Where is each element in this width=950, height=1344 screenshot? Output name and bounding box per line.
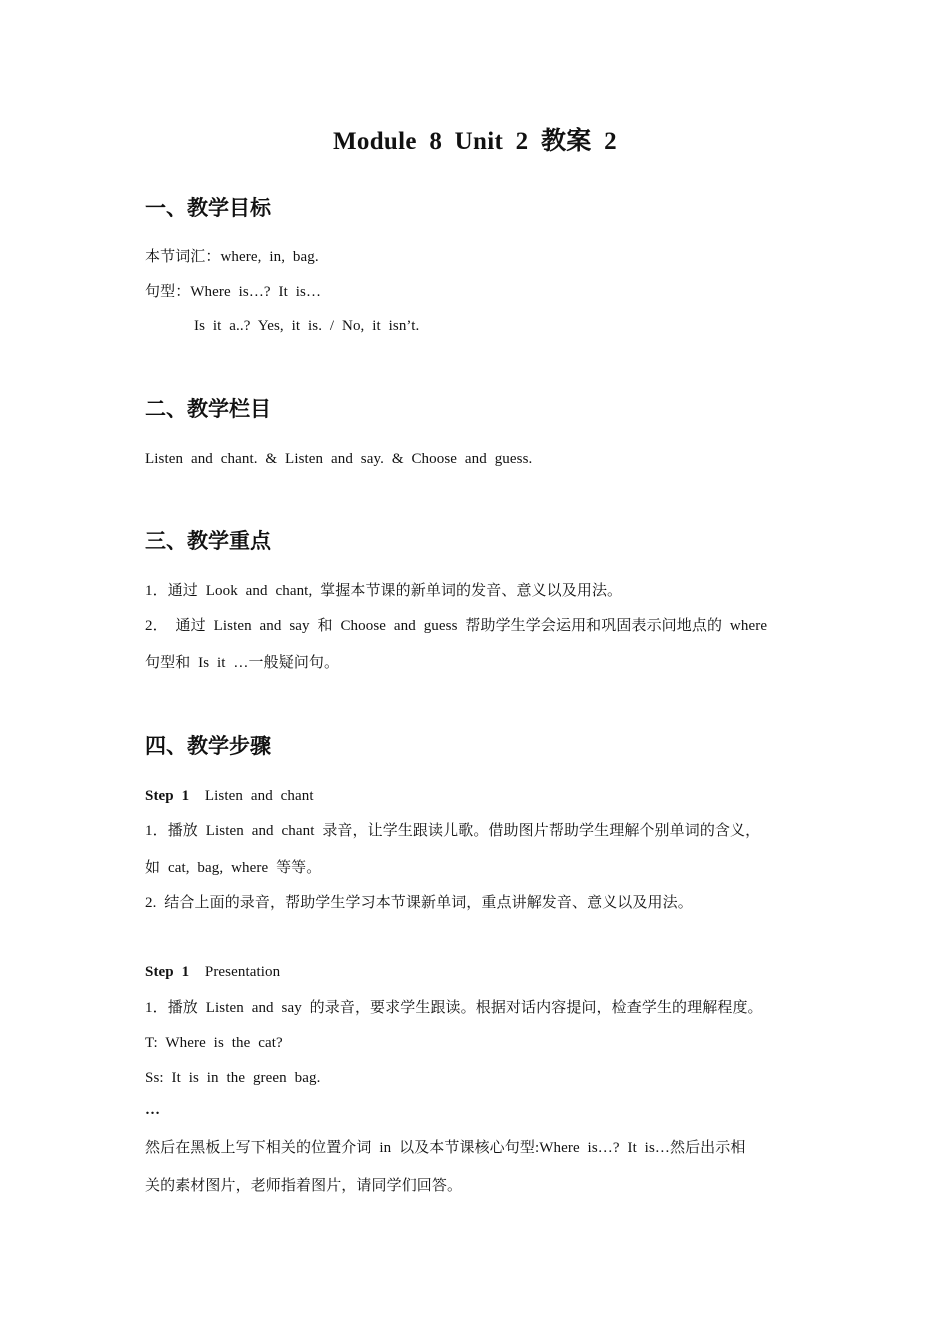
step-2-name: Presentation bbox=[204, 964, 281, 980]
step-1-label: Step 1 bbox=[145, 788, 190, 804]
document-title: Module 8 Unit 2 教案 2 bbox=[333, 128, 617, 155]
step-1-line-2: 如 cat, bag, where 等等。 bbox=[145, 860, 322, 876]
section-heading-objectives: 一、教学目标 bbox=[145, 196, 271, 220]
columns-line: Listen and chant. & Listen and say. & Choose and guess. bbox=[145, 451, 533, 467]
section-heading-steps: 四、教学步骤 bbox=[145, 734, 271, 758]
key-point-1: 1．通过 Look and chant, 掌握本节课的新单词的发音、意义以及用法。 bbox=[145, 583, 623, 599]
key-point-2: 2． 通过 Listen and say 和 Choose and guess 帮助学生学会运用和巩固表示问地点的 where bbox=[145, 618, 768, 634]
ellipsis: … bbox=[145, 1102, 161, 1118]
section-heading-columns: 二、教学栏目 bbox=[145, 397, 271, 421]
section-heading-key-points: 三、教学重点 bbox=[145, 529, 271, 553]
key-point-2-cont: 句型和 Is it …一般疑问句。 bbox=[145, 655, 340, 671]
dialogue-students: Ss: It is in the green bag. bbox=[145, 1070, 321, 1086]
step-1-name: Listen and chant bbox=[204, 788, 314, 804]
dialogue-teacher: T: Where is the cat? bbox=[145, 1035, 283, 1051]
step-1-heading bbox=[145, 785, 314, 807]
step-2-line-5: 然后在黑板上写下相关的位置介词 in 以及本节课核心句型:Where is…? It is…然后出示相 bbox=[145, 1140, 746, 1156]
sentence-pattern-line-2: Is it a..? Yes, it is. / No, it isn’t. bbox=[194, 318, 420, 334]
step-2-line-1: 1．播放 Listen and say 的录音，要求学生跟读。根据对话内容提问，检查学生的理解程度。 bbox=[145, 1000, 763, 1016]
step-2-heading bbox=[145, 961, 280, 983]
vocabulary-line: 本节词汇：where, in, bag. bbox=[145, 249, 319, 265]
sentence-pattern-line: 句型：Where is…? It is… bbox=[145, 284, 322, 300]
step-1-line-3: 2. 结合上面的录音，帮助学生学习本节课新单词，重点讲解发音、意义以及用法。 bbox=[145, 895, 693, 911]
step-2-line-6: 关的素材图片，老师指着图片，请同学们回答。 bbox=[145, 1178, 463, 1194]
step-1-line-1: 1．播放 Listen and chant 录音，让学生跟读儿歌。借助图片帮助学生理解个别单词的含义， bbox=[145, 823, 761, 839]
step-2-label: Step 1 bbox=[145, 964, 190, 980]
